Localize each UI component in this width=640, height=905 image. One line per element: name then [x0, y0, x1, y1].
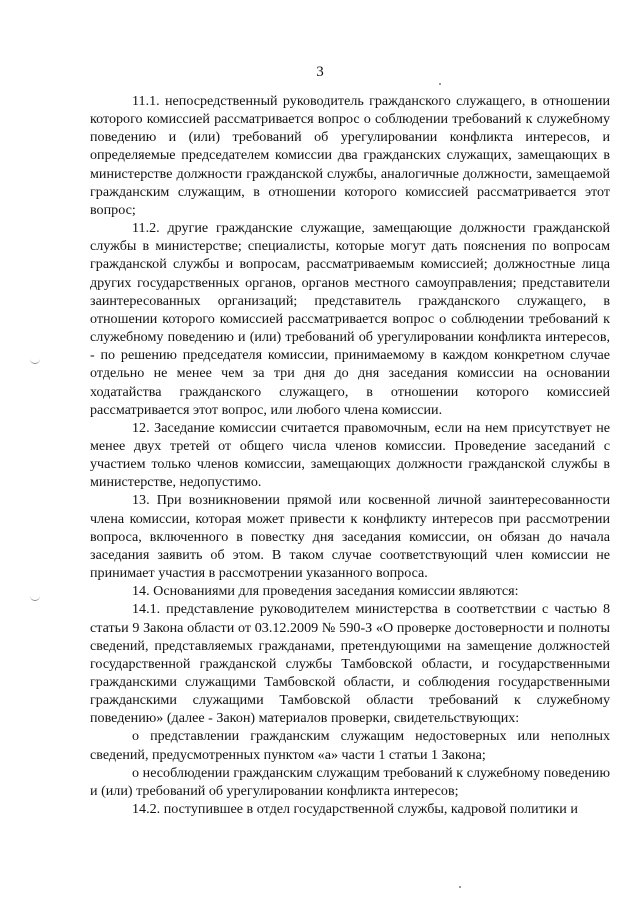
- paragraph-11-2: 11.2. другие гражданские служащие, замещающие должности гражданской службы в министерстве; специалисты, которые могут дать пояснения по вопросам гражданской службы и вопросам, рассматриваемым комиссией; должностные лица других государственных органов, органов местного самоуправления; представители заинтересованных организаций; представитель гражданского служащего, в отношении которого комиссией рассматривается вопрос о соблюдении требований к служебному поведению и (или) требований об урегулировании конфликта интересов, - по решению председателя комиссии, принимаемому в каждом конкретном случае отдельно не менее чем за три дня до дня заседания комиссии на основании ходатайства гражданского служащего, в отношении которого комиссией рассматривается этот вопрос, или любого члена комиссии.: [90, 220, 610, 418]
- paragraph-12: 12. Заседание комиссии считается правомочным, если на нем присутствует не менее двух третей от общего числа членов комиссии. Проведение заседаний с участием только членов комиссии, замещающих должности гражданской службы в министерстве, недопустимо.: [90, 419, 610, 491]
- document-body: [90, 92, 610, 818]
- paragraph-14: 14. Основаниями для проведения заседания комиссии являются:: [132, 583, 519, 600]
- paragraph-14-2: 14.2. поступившее в отдел государственной службы, кадровой политики и: [132, 801, 578, 818]
- paragraph-14-1: 14.1. представление руководителем министерства в соответствии с частью 8 статьи 9 Закона области от 03.12.2009 № 590-З «О проверке достоверности и полноты сведений, представляемых гражданами, претендующими на замещение должностей государственной гражданской службы Тамбовской области, и государственными гражданскими служащими Тамбовской области, и соблюдения государственными гражданскими служащими Тамбовской области требований к служебному поведению» (далее - Закон) материалов проверки, свидетельствующих:: [90, 601, 610, 727]
- margin-mark: [30, 357, 40, 364]
- scan-speck: [459, 886, 461, 888]
- paragraph-14-1-item-a: о представлении гражданским служащим недостоверных или неполных сведений, предусмотренных пунктом «а» части 1 статьи 1 Закона;: [90, 728, 610, 763]
- page-number: 3: [316, 64, 324, 80]
- margin-mark: [30, 594, 40, 601]
- paragraph-13: 13. При возникновении прямой или косвенной личной заинтересованности члена комиссии, которая может привести к конфликту интересов при рассмотрении вопроса, включенного в повестку дня заседания комиссии, он обязан до начала заседания заявить об этом. В таком случае соответствующий член комиссии не принимает участия в рассмотрении указанного вопроса.: [90, 492, 610, 582]
- paragraph-11-1: 11.1. непосредственный руководитель гражданского служащего, в отношении которого комиссией рассматривается вопрос о соблюдении требований к служебному поведению и (или) требований об урегулировании конфликта интересов, и определяемые председателем комиссии два гражданских служащих, замещающих в министерстве должности гражданской службы, аналогичные должности, замещаемой гражданским служащим, в отношении которого комиссией рассматривается этот вопрос;: [90, 93, 610, 218]
- scan-speck: [439, 83, 441, 85]
- paragraph-14-1-item-b: о несоблюдении гражданским служащим требований к служебному поведению и (или) требований об урегулировании конфликта интересов;: [90, 764, 610, 799]
